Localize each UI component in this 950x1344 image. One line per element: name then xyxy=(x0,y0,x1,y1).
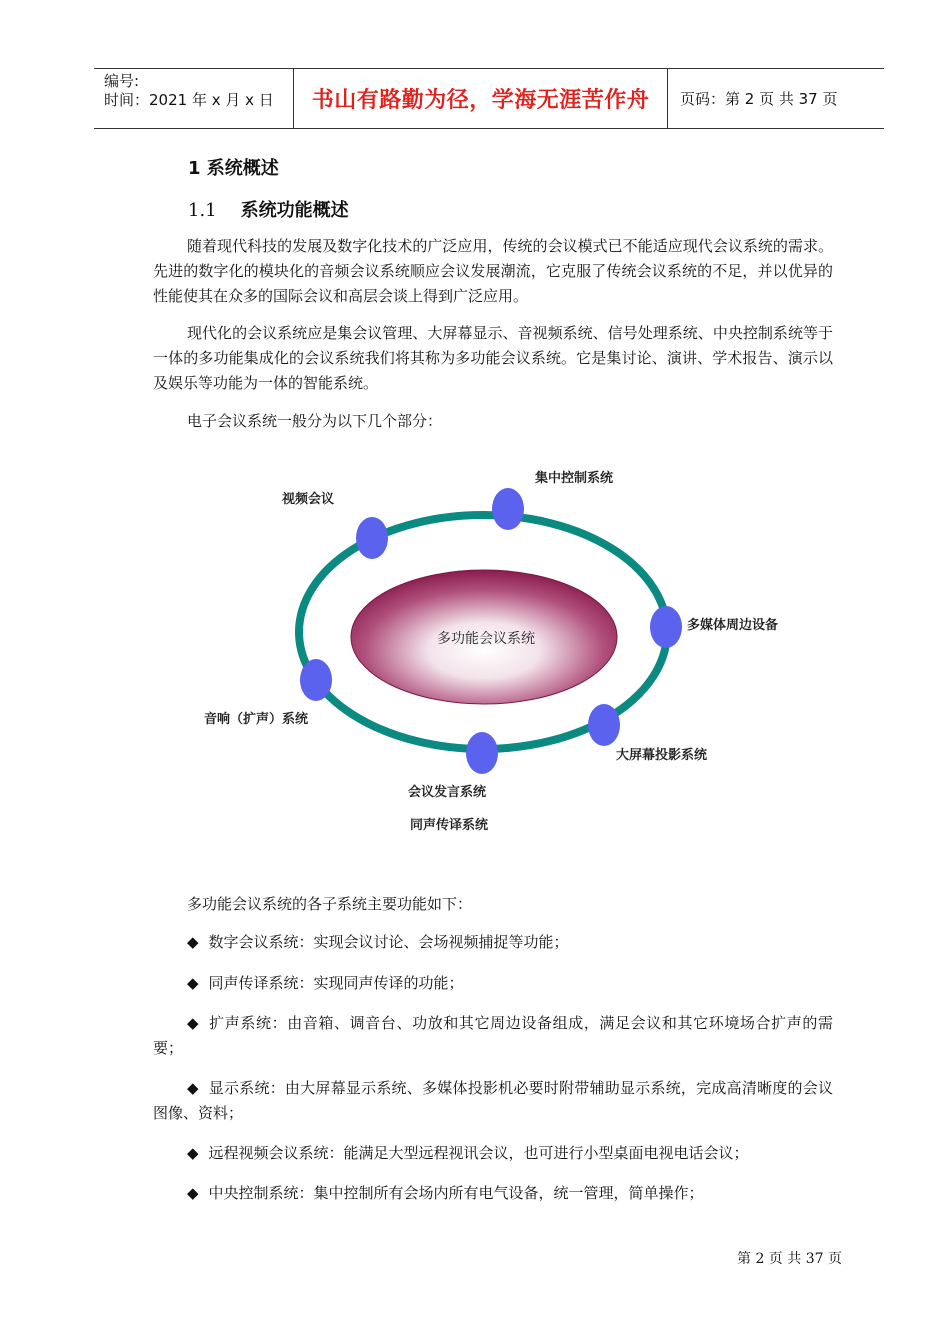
list-item: ◆ 中央控制系统：集中控制所有会场内所有电气设备，统一管理，简单操作； xyxy=(187,1184,704,1202)
list-item: ◆ 远程视频会议系统：能满足大型远程视讯会议，也可进行小型桌面电视电话会议； xyxy=(187,1144,749,1162)
node-central-control xyxy=(492,488,524,530)
header-meta-cell xyxy=(94,69,294,128)
page-header xyxy=(94,68,884,129)
list-item: ◆ 数字会议系统：实现会议讨论、会场视频捕捉等功能； xyxy=(187,933,569,951)
list-item: ◆ 显示系统：由大屏幕显示系统、多媒体投影机必要时附带辅助显示系统，完成高清晰度的会议图像、资料； xyxy=(153,1079,833,1122)
diamond-bullet-icon: ◆ xyxy=(187,1079,199,1097)
list-intro: 多功能会议系统的各子系统主要功能如下： xyxy=(187,895,473,913)
diamond-bullet-icon: ◆ xyxy=(187,974,199,992)
header-page-cell xyxy=(668,69,884,128)
label-speech: 会议发言系统 xyxy=(408,785,487,800)
diamond-bullet-icon: ◆ xyxy=(187,1014,200,1032)
subsection-heading xyxy=(188,196,349,222)
node-speech xyxy=(466,732,498,774)
label-central-control: 集中控制系统 xyxy=(535,471,614,486)
node-audio xyxy=(300,659,332,701)
label-audio: 音响（扩声）系统 xyxy=(204,712,309,727)
motto: 书山有路勤为径，学海无涯苦作舟 xyxy=(311,88,650,113)
subsection-number: 1.1 xyxy=(188,200,217,221)
node-multimedia xyxy=(650,606,682,648)
list-item: ◆ 同声传译系统：实现同声传译的功能； xyxy=(187,974,464,992)
diamond-bullet-icon: ◆ xyxy=(187,1144,199,1162)
system-diagram xyxy=(190,455,830,855)
subsection-title: 系统功能概述 xyxy=(240,200,349,221)
header-motto-cell xyxy=(294,69,668,128)
paragraph-parts: 电子会议系统一般分为以下几个部分： xyxy=(187,412,443,430)
page-footer: 第 2 页 共 37 页 xyxy=(737,1251,842,1267)
list-item: ◆ 扩声系统：由音箱、调音台、功放和其它周边设备组成，满足会议和其它环境场合扩声的需要； xyxy=(153,1014,833,1057)
diamond-bullet-icon: ◆ xyxy=(187,1184,199,1202)
number-label: 编号: xyxy=(104,72,140,90)
page-label: 页码：第 2 页 共 37 页 xyxy=(680,90,838,108)
section-heading: 1 系统概述 xyxy=(188,158,279,179)
node-video-conference xyxy=(356,517,388,559)
label-multimedia: 多媒体周边设备 xyxy=(687,618,779,633)
label-video-conference: 视频会议 xyxy=(282,492,335,507)
node-projection xyxy=(588,704,620,746)
label-interpretation: 同声传译系统 xyxy=(410,818,489,833)
time-label: 时间：2021 年 x 月 x 日 xyxy=(104,91,274,109)
paragraph-modern: 现代化的会议系统应是集会议管理、大屏幕显示、音视频系统、信号处理系统、中央控制系统等于一体的多功能集成化的会议系统我们将其称为多功能会议系统。它是集讨论、演讲、学术报告、演示以及娱乐等功能为一体的智能系统。 xyxy=(153,324,833,392)
center-label: 多功能会议系统 xyxy=(437,631,535,647)
diamond-bullet-icon: ◆ xyxy=(187,933,199,951)
label-projection: 大屏幕投影系统 xyxy=(616,748,708,763)
paragraph-intro: 随着现代科技的发展及数字化技术的广泛应用，传统的会议模式已不能适应现代会议系统的需求。先进的数字化的模块化的音频会议系统顺应会议发展潮流，它克服了传统会议系统的不足，并以优异的性能使其在众多的国际会议和高层会谈上得到广泛应用。 xyxy=(153,237,833,305)
